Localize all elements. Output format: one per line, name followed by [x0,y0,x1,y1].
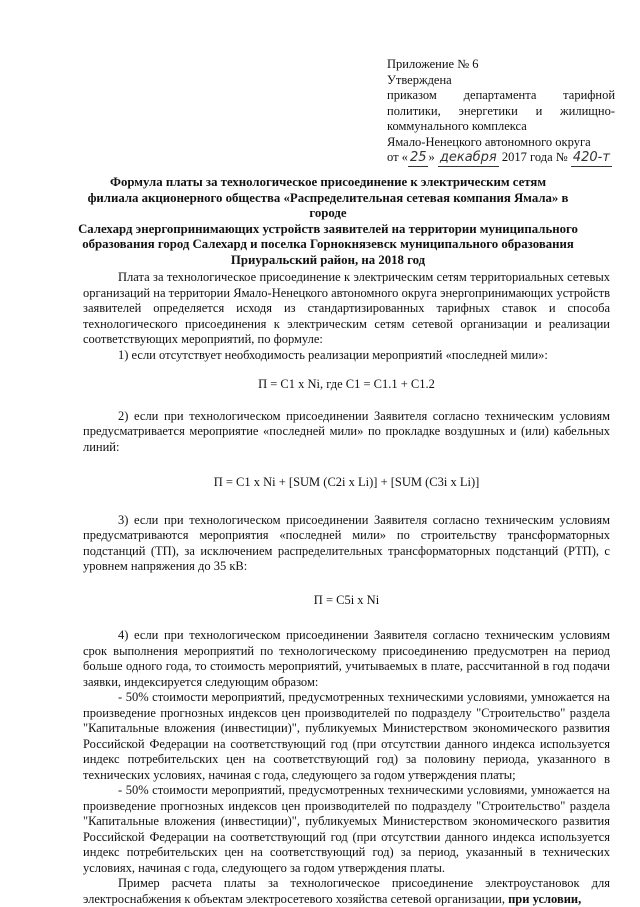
bullet-2: - 50% стоимости мероприятий, предусмотренных техническими условиями, умножается на произведение прогнозных индексов цен производителей по подразделу "Строительство" раздела "Капитальные вложения (инвестиции)", публикуемых Министерством экономического развития Российской Федерации на соответствующий год (при отсутствии данного индекса используется индекс потребительских цен на соответствующий год) за период, указанный в технических условиях, начиная с года, следующего за годом утверждения платы. [83,783,610,875]
department-line: политики, энергетики и жилищно- [387,103,616,118]
approved-label: Утверждена [387,72,452,87]
order-line: приказом департамента тарифной [387,88,616,102]
document-title: Формула платы за технологическое присоединение к электрическим сетям филиала акционерного общества «Распределительная сетевая компания Ямала» в городе Салехард энергопринимающих устройств заявителей на территории муниципального образования город Салехард и поселка Горнокнязевск муниципального образования Приуральский район, на 2018 год [78,175,578,267]
example-bold-text: при условии, [508,891,582,906]
intro-paragraph: Плата за технологическое присоединение к электрическим сетям территориальных сетевых организаций на территории Ямало-Ненецкого автономного округа энергопринимающих устройств заявителей определяется исходя из стандартизированных тарифных ставок и способа технологического присоединения к электрическим сетям сетевой организации и реализации соответствующих мероприятий, по формуле: [83,270,610,346]
handwritten-order-number: 420-т [572,150,610,165]
handwritten-month: декабря [439,150,497,165]
formula-2: П = С1 х Ni + [SUM (С2i х Li)] + [SUM (С3i х Li)] [213,475,480,489]
case-3: 3) если при технологическом присоединении Заявителя согласно техническим условиям предусматриваются мероприятия «последней мили» по строительству трансформаторных подстанций (ТП), за исключением распределительных трансформаторных подстанций (РТП), с уровнем напряжения до 35 кВ: [83,512,610,573]
case-1: 1) если отсутствует необходимость реализации мероприятий «последней мили»: [118,347,548,362]
document-body [83,270,610,907]
order-date-line: от « 25 » декабря 2017 года № 420-т [387,150,610,165]
example-paragraph: Пример расчета платы за технологическое присоединение электроустановок для электроснабжения к объектам электросетевого хозяйства сетевой организации, при условии, [83,876,610,906]
bullet-1: - 50% стоимости мероприятий, предусмотренных техническими условиями, умножается на произведение прогнозных индексов цен производителей по подразделу "Строительство" раздела "Капитальные вложения (инвестиции)", публикуемых Министерством экономического развития Российской Федерации на соответствующий год (при отсутствии данного индекса используется индекс потребительских цен на соответствующий год) за половину периода, указанного в технических условиях, начиная с года, следующего за годом утверждения платы; [83,690,610,782]
approval-block [387,57,615,167]
appendix-number: Приложение № 6 [387,57,479,71]
case-2: 2) если при технологическом присоединении Заявителя согласно техническим условиям предусматривается мероприятие «последней мили» по прокладке воздушных и (или) кабельных линий: [83,408,610,454]
formula-3: П = С5i х Ni [313,592,380,607]
region-line: Ямало-Ненецкого автономного округа [387,134,591,149]
formula-1: П = С1 х Ni, где С1 = С1.1 + С1.2 [258,377,435,391]
handwritten-day: 25 [409,150,427,165]
case-4: 4) если при технологическом присоединении Заявителя согласно техническим условиям срок выполнения мероприятий по технологическому присоединению предусмотрен на период больше одного года, то стоимость мероприятий, учитываемых в плате, рассчитанной в год подачи заявки, индексируется следующим образом: [83,628,610,689]
department-line-2: коммунального комплекса [387,119,527,133]
